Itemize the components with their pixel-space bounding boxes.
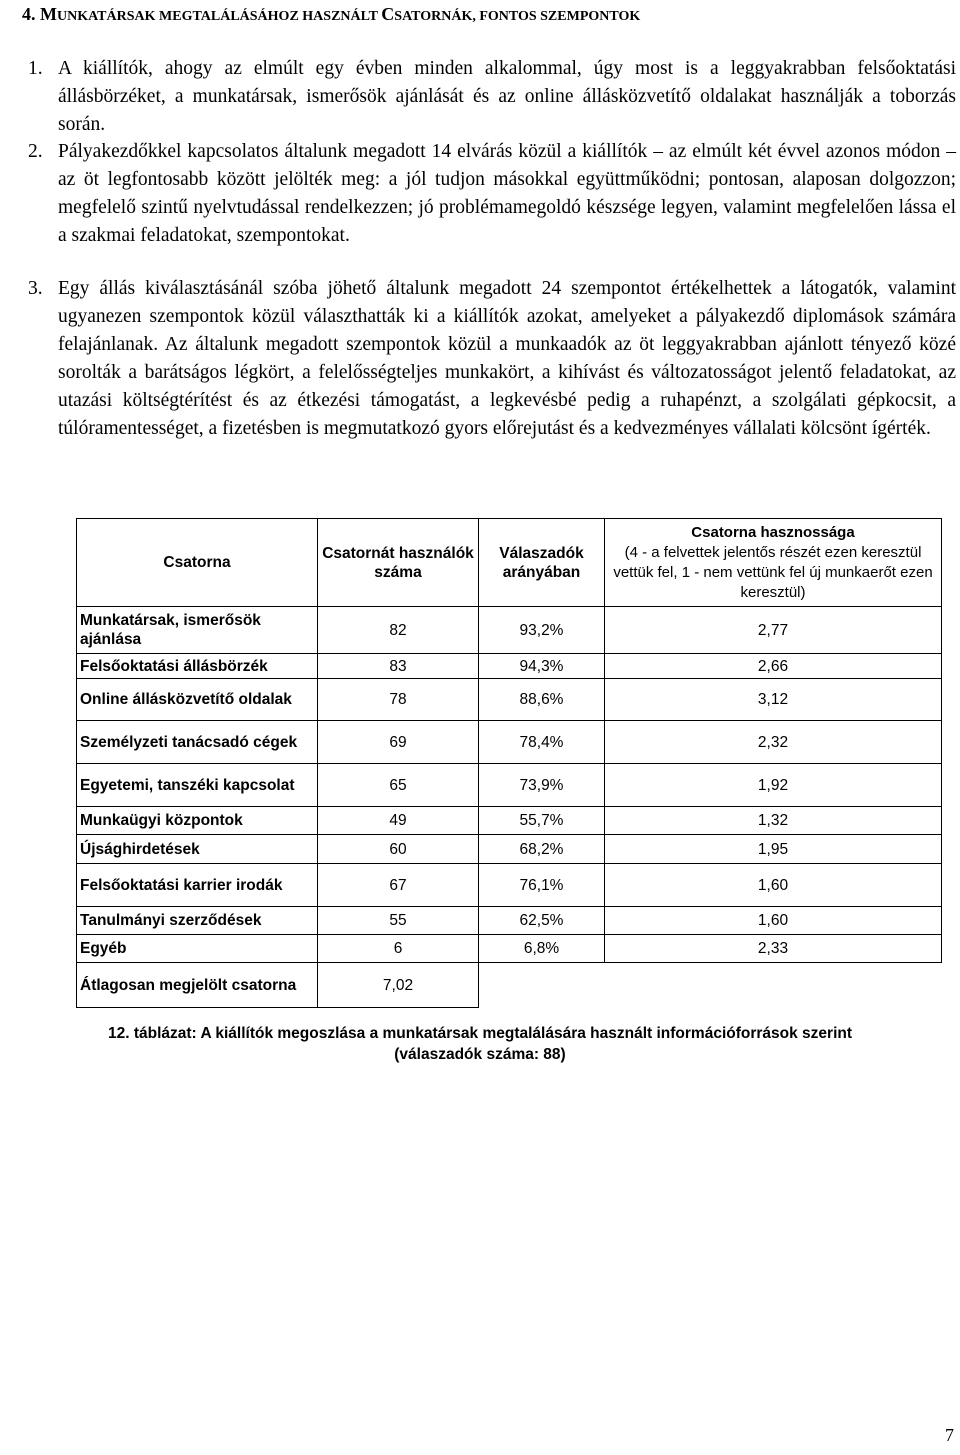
row-score: 1,95 xyxy=(605,835,942,864)
table-row xyxy=(77,864,942,907)
page-number: 7 xyxy=(945,1425,954,1445)
empty-cell xyxy=(605,963,942,1008)
header-channel: Csatorna xyxy=(77,519,318,607)
table-average-row xyxy=(77,963,942,1008)
row-count: 55 xyxy=(318,907,479,935)
paragraph-text: Pályakezdőkkel kapcsolatos általunk megadott 14 elvárás közül a kiállítók – az elmúlt két évvel azonos módon – az öt legfontosabb között jelölték meg: a jól tudjon másokkal együttműködni; pontosan, alaposan dolgozzon; megfelelő szintű nyelvtudással rendelkezzen; jó problémamegoldó készsége legyen, valamint megfelelően lássa el a szakmai feladatokat, szempontokat. xyxy=(58,141,956,246)
table-row xyxy=(77,764,942,807)
caption-line-2: (válaszadók száma: 88) xyxy=(394,1046,566,1063)
row-channel: Személyzeti tanácsadó cégek xyxy=(77,721,318,764)
header-ratio: Válaszadók arányában xyxy=(479,519,605,607)
row-score: 3,12 xyxy=(605,679,942,721)
heading-cap: C xyxy=(381,4,395,24)
header-usefulness-desc: (4 - a felvettek jelentős részét ezen keresztül vettük fel, 1 - nem vettünk fel új munkaerőt ezen keresztül) xyxy=(613,543,933,601)
table-row xyxy=(77,721,942,764)
paragraph-text: A kiállítók, ahogy az elmúlt egy évben minden alkalommal, úgy most is a leggyakrabban felsőoktatási állásbörzéket, a munkatársak, ismerősök ajánlását és az online állásközvetítő oldalakat használják a toborzás során. xyxy=(58,58,956,135)
table-row xyxy=(77,679,942,721)
row-channel: Munkatársak, ismerősök ajánlása xyxy=(77,607,318,654)
row-score: 1,60 xyxy=(605,907,942,935)
row-score: 1,92 xyxy=(605,764,942,807)
row-channel: Felsőoktatási karrier irodák xyxy=(77,864,318,907)
row-score: 2,66 xyxy=(605,654,942,679)
row-count: 82 xyxy=(318,607,479,654)
section-heading xyxy=(22,4,640,25)
header-usefulness-title: Csatorna hasznossága xyxy=(691,523,855,541)
table-row xyxy=(77,935,942,963)
average-label: Átlagosan megjelölt csatorna xyxy=(77,963,318,1008)
table-row xyxy=(77,654,942,679)
paragraph-number: 1. xyxy=(28,58,43,79)
header-usefulness xyxy=(605,519,942,607)
average-value: 7,02 xyxy=(318,963,479,1008)
row-count: 69 xyxy=(318,721,479,764)
row-count: 78 xyxy=(318,679,479,721)
paragraph-number: 2. xyxy=(28,141,43,162)
heading-prefix: 4. M xyxy=(22,4,57,24)
row-percent: 93,2% xyxy=(479,607,605,654)
row-score: 2,33 xyxy=(605,935,942,963)
row-count: 67 xyxy=(318,864,479,907)
row-channel: Felsőoktatási állásbörzék xyxy=(77,654,318,679)
paragraph-number: 3. xyxy=(28,278,43,299)
heading-smallcaps-1: UNKATÁRSAK MEGTALÁLÁSÁHOZ HASZNÁLT xyxy=(57,9,382,24)
header-users: Csatornát használók száma xyxy=(318,519,479,607)
row-percent: 78,4% xyxy=(479,721,605,764)
row-count: 83 xyxy=(318,654,479,679)
paragraph-1 xyxy=(28,55,956,139)
caption-line-1: 12. táblázat: A kiállítók megoszlása a munkatársak megtalálására használt információforrások szerint xyxy=(108,1025,852,1042)
row-percent: 62,5% xyxy=(479,907,605,935)
paragraph-3 xyxy=(28,275,956,443)
row-channel: Munkaügyi központok xyxy=(77,807,318,835)
paragraph-text: Egy állás kiválasztásánál szóba jöhető általunk megadott 24 szempontot értékelhettek a látogatók, valamint ugyanezen szempontok közül választhatták ki a kiállítók azokat, amelyeket a pályakezdő diplomások számára felajánlanak. Az általunk megadott szempontok közül a munkaadók az öt leggyakrabban ajánlott tényező közé sorolták a barátságos légkört, a felelősségteljes munkakört, a kihívást és változatosságot jelentő feladatokat, az utazási költségtérítést és az étkezési támogatást, a legkevésbé pedig a ruhapénzt, a szolgálati gépkocsit, a túlóramentességet, a fizetésben is megmutatkozó gyors előrejutást és a kedvezményes vállalati kölcsönt ígérték. xyxy=(58,278,956,439)
table-row xyxy=(77,807,942,835)
row-channel: Újsághirdetések xyxy=(77,835,318,864)
row-count: 60 xyxy=(318,835,479,864)
row-percent: 55,7% xyxy=(479,807,605,835)
row-percent: 68,2% xyxy=(479,835,605,864)
row-percent: 73,9% xyxy=(479,764,605,807)
heading-smallcaps-2: SATORNÁK, FONTOS SZEMPONTOK xyxy=(394,9,641,24)
table-row xyxy=(77,907,942,935)
row-score: 2,77 xyxy=(605,607,942,654)
row-percent: 6,8% xyxy=(479,935,605,963)
table-row xyxy=(77,607,942,654)
row-count: 6 xyxy=(318,935,479,963)
empty-cell xyxy=(479,963,605,1008)
row-channel: Tanulmányi szerződések xyxy=(77,907,318,935)
row-percent: 88,6% xyxy=(479,679,605,721)
table-header-row xyxy=(77,519,942,607)
paragraph-2 xyxy=(28,138,956,250)
table-row xyxy=(77,835,942,864)
row-channel: Online állásközvetítő oldalak xyxy=(77,679,318,721)
channels-table xyxy=(76,518,942,1008)
table-caption xyxy=(0,1023,960,1065)
row-channel: Egyéb xyxy=(77,935,318,963)
row-percent: 76,1% xyxy=(479,864,605,907)
row-count: 49 xyxy=(318,807,479,835)
row-score: 1,60 xyxy=(605,864,942,907)
row-score: 1,32 xyxy=(605,807,942,835)
row-count: 65 xyxy=(318,764,479,807)
row-score: 2,32 xyxy=(605,721,942,764)
row-channel: Egyetemi, tanszéki kapcsolat xyxy=(77,764,318,807)
row-percent: 94,3% xyxy=(479,654,605,679)
